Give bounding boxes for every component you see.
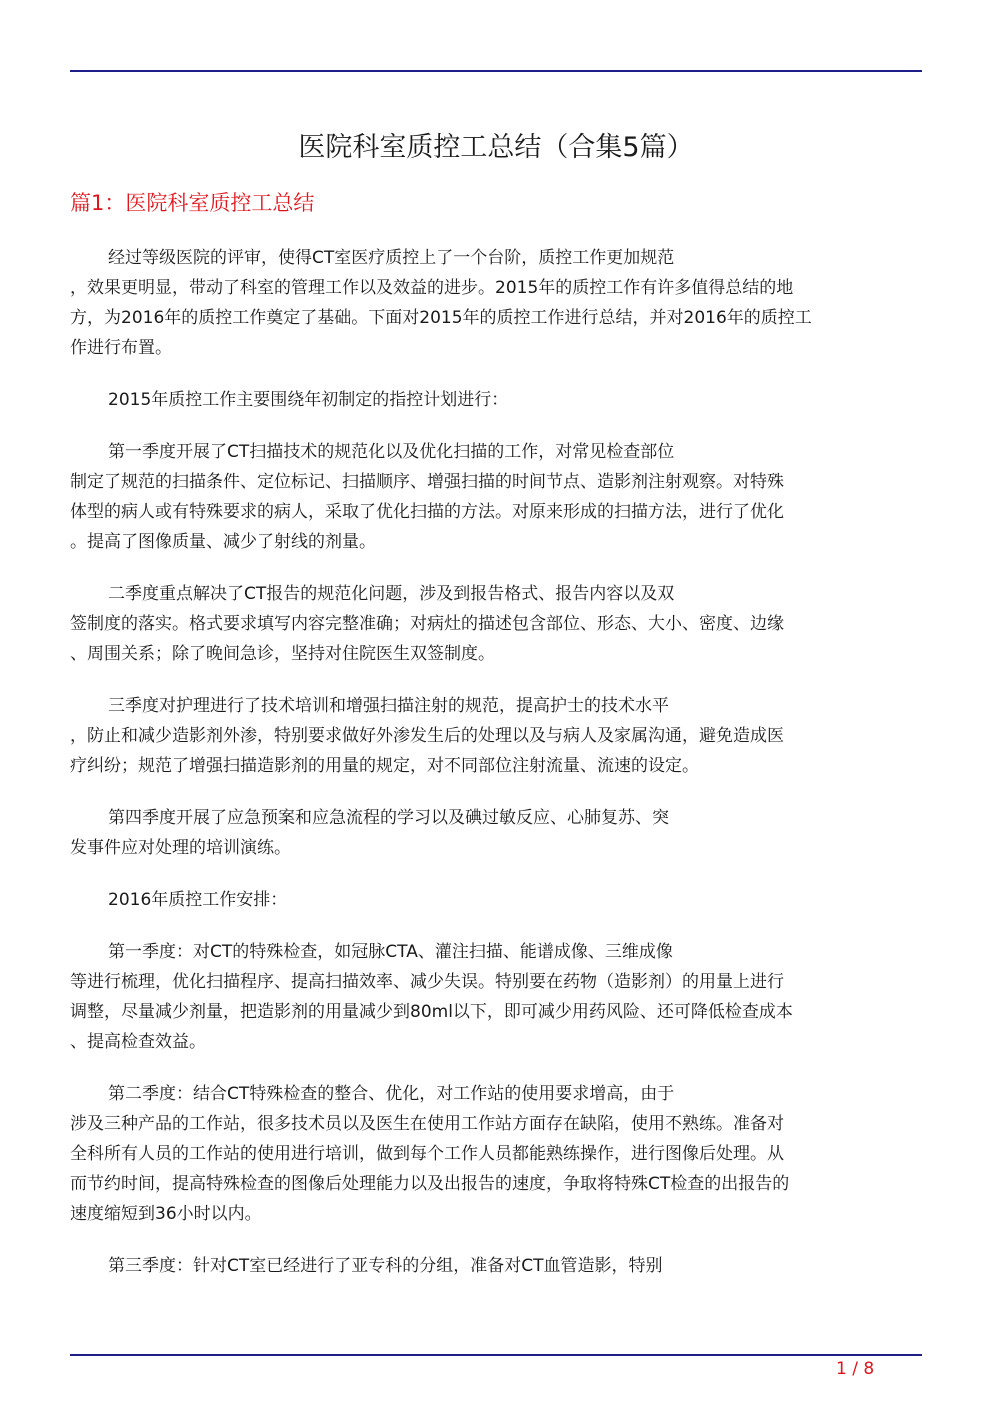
paragraph-line: 经过等级医院的评审，使得CT室医疗质控上了一个台阶，质控工作更加规范	[108, 248, 675, 268]
body-paragraph	[70, 1079, 916, 1229]
body-paragraph	[70, 579, 916, 669]
paragraph-line: 。提高了图像质量、减少了射线的剂量。	[70, 532, 376, 552]
paragraph-line: 2015年质控工作主要围绕年初制定的指控计划进行：	[108, 390, 509, 410]
paragraph-line: ，效果更明显，带动了科室的管理工作以及效益的进步。2015年的质控工作有许多值得总结的地	[70, 278, 794, 298]
body-paragraph	[70, 385, 916, 415]
paragraph-line: 第一季度开展了CT扫描技术的规范化以及优化扫描的工作，对常见检查部位	[108, 442, 675, 462]
paragraph-line: 方，为2016年的质控工作奠定了基础。下面对2015年的质控工作进行总结，并对2016年的质控工	[70, 308, 812, 328]
paragraph-line: 第一季度：对CT的特殊检查，如冠脉CTA、灌注扫描、能谱成像、三维成像	[108, 942, 673, 962]
section-heading: 篇1：医院科室质控工总结	[70, 191, 315, 215]
paragraph-line: 涉及三种产品的工作站，很多技术员以及医生在使用工作站方面存在缺陷，使用不熟练。准备对	[70, 1114, 784, 1134]
paragraph-line: 调整，尽量减少剂量，把造影剂的用量减少到80ml以下，即可减少用药风险、还可降低检查成本	[70, 1002, 793, 1022]
paragraph-line: 全科所有人员的工作站的使用进行培训，做到每个工作人员都能熟练操作，进行图像后处理。从	[70, 1144, 784, 1164]
paragraph-line: ，防止和减少造影剂外渗，特别要求做好外渗发生后的处理以及与病人及家属沟通，避免造成医	[70, 726, 784, 746]
paragraph-line: 三季度对护理进行了技术培训和增强扫描注射的规范，提高护士的技术水平	[108, 696, 669, 716]
paragraph-line: 速度缩短到36小时以内。	[70, 1204, 262, 1224]
footer-rule	[70, 1354, 922, 1356]
page-number: 1 / 8	[836, 1359, 875, 1379]
body-paragraph	[70, 803, 916, 863]
body-paragraph	[70, 885, 916, 915]
paragraph-line: 体型的病人或有特殊要求的病人，采取了优化扫描的方法。对原来形成的扫描方法，进行了优化	[70, 502, 784, 522]
paragraph-line: 第二季度：结合CT特殊检查的整合、优化，对工作站的使用要求增高，由于	[108, 1084, 675, 1104]
paragraph-line: 第四季度开展了应急预案和应急流程的学习以及碘过敏反应、心肺复苏、突	[108, 808, 669, 828]
paragraph-line: 第三季度：针对CT室已经进行了亚专科的分组，准备对CT血管造影，特别	[108, 1256, 663, 1276]
paragraph-line: 作进行布置。	[70, 338, 172, 358]
body-paragraph	[70, 243, 916, 363]
document-body	[70, 243, 916, 1303]
paragraph-line: 而节约时间，提高特殊检查的图像后处理能力以及出报告的速度，争取将特殊CT检查的出报告的	[70, 1174, 790, 1194]
paragraph-line: 、提高检查效益。	[70, 1032, 206, 1052]
body-paragraph	[70, 437, 916, 557]
body-paragraph	[70, 937, 916, 1057]
paragraph-line: 疗纠纷；规范了增强扫描造影剂的用量的规定，对不同部位注射流量、流速的设定。	[70, 756, 699, 776]
paragraph-line: 制定了规范的扫描条件、定位标记、扫描顺序、增强扫描的时间节点、造影剂注射观察。对特殊	[70, 472, 784, 492]
header-rule	[70, 70, 922, 72]
paragraph-line: 二季度重点解决了CT报告的规范化问题，涉及到报告格式、报告内容以及双	[108, 584, 675, 604]
body-paragraph	[70, 691, 916, 781]
paragraph-line: 发事件应对处理的培训演练。	[70, 838, 291, 858]
paragraph-line: 2016年质控工作安排：	[108, 890, 288, 910]
paragraph-line: 签制度的落实。格式要求填写内容完整准确；对病灶的描述包含部位、形态、大小、密度、边缘	[70, 614, 784, 634]
document-title: 医院科室质控工总结（合集5篇）	[298, 132, 694, 163]
body-paragraph	[70, 1251, 916, 1281]
paragraph-line: 、周围关系；除了晚间急诊，坚持对住院医生双签制度。	[70, 644, 495, 664]
paragraph-line: 等进行梳理，优化扫描程序、提高扫描效率、减少失误。特别要在药物（造影剂）的用量上进行	[70, 972, 784, 992]
